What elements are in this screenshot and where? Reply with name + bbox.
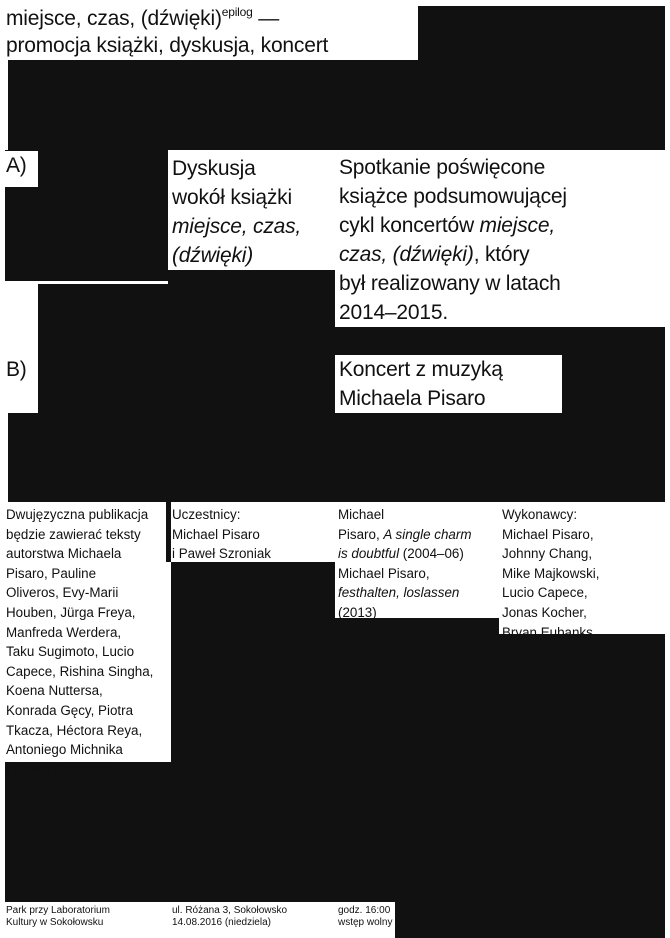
title-line-1: miejsce, czas, (dźwięki)$^{epilog}$ — <box>6 5 280 30</box>
section-a-description: Spotkanie poświęcone książce podsumowującej cykl koncertów miejsce, czas, (dźwięki), który był realizowany w latach 2014–2015. <box>335 150 665 327</box>
poster-title <box>6 5 426 59</box>
black-block-col2 <box>171 562 335 762</box>
footer-address: ul. Różana 3, Sokołowsko 14.08.2016 (niedziela) <box>171 902 335 938</box>
publication-text: Dwujęzyczna publikacja będzie zawierać teksty autorstwa Michaela Pisaro, Pauline Oliveros, Evy-Marii Houben, Jürga Freya, Manfreda Werdera, Taku Sugimoto, Lucio Capece, Rishina Singha, Koena Nuttersa, Konrada Gęcy, Piotra Tkacza, Héctora Reya, Antoniego Michnika i Pawła Szroniaka. <box>0 502 166 762</box>
section-a-label: A) <box>0 151 38 187</box>
title-line-2: promocja książki, dyskusja, koncert <box>6 34 329 57</box>
black-block-a-mid <box>168 270 335 285</box>
footer-time: godz. 16:00 wstęp wolny <box>335 902 395 938</box>
black-block-footer-right <box>395 900 665 938</box>
participants-label: Uczestnicy: <box>172 507 241 522</box>
section-b-label: B) <box>0 355 38 413</box>
performers-block: Wykonawcy: Michael Pisaro, Johnny Chang, Mike Majkowski, Lucio Capece, Jonas Kocher, Bryan Eubanks <box>499 502 665 634</box>
black-block-lower <box>8 413 665 502</box>
program-block: Michael Pisaro, A single charm is doubtful (2004–06) Michael Pisaro, festhalten, loslassen (2013) <box>335 502 499 618</box>
title-superscript: epilog <box>221 5 253 19</box>
section-a-heading: Dyskusja wokół książki miejsce, czas, (dźwięki) <box>172 157 302 267</box>
black-block-b-strip <box>335 327 665 355</box>
black-block-top-right <box>418 6 665 66</box>
black-block-middle <box>38 284 335 414</box>
black-block-col3 <box>335 618 499 762</box>
performers-label: Wykonawcy: <box>502 507 578 522</box>
black-block-col4 <box>499 634 665 762</box>
black-block-bottom <box>5 762 665 902</box>
participants-block: Uczestnicy: Michael Pisaro i Paweł Szroniak <box>171 502 335 562</box>
section-b-concert: Koncert z muzyką Michaela Pisaro <box>335 355 562 413</box>
black-block-top <box>8 60 665 150</box>
black-block-b-right <box>562 355 665 414</box>
footer-venue: Park przy Laboratorium Kultury w Sokołowsku <box>0 902 171 938</box>
